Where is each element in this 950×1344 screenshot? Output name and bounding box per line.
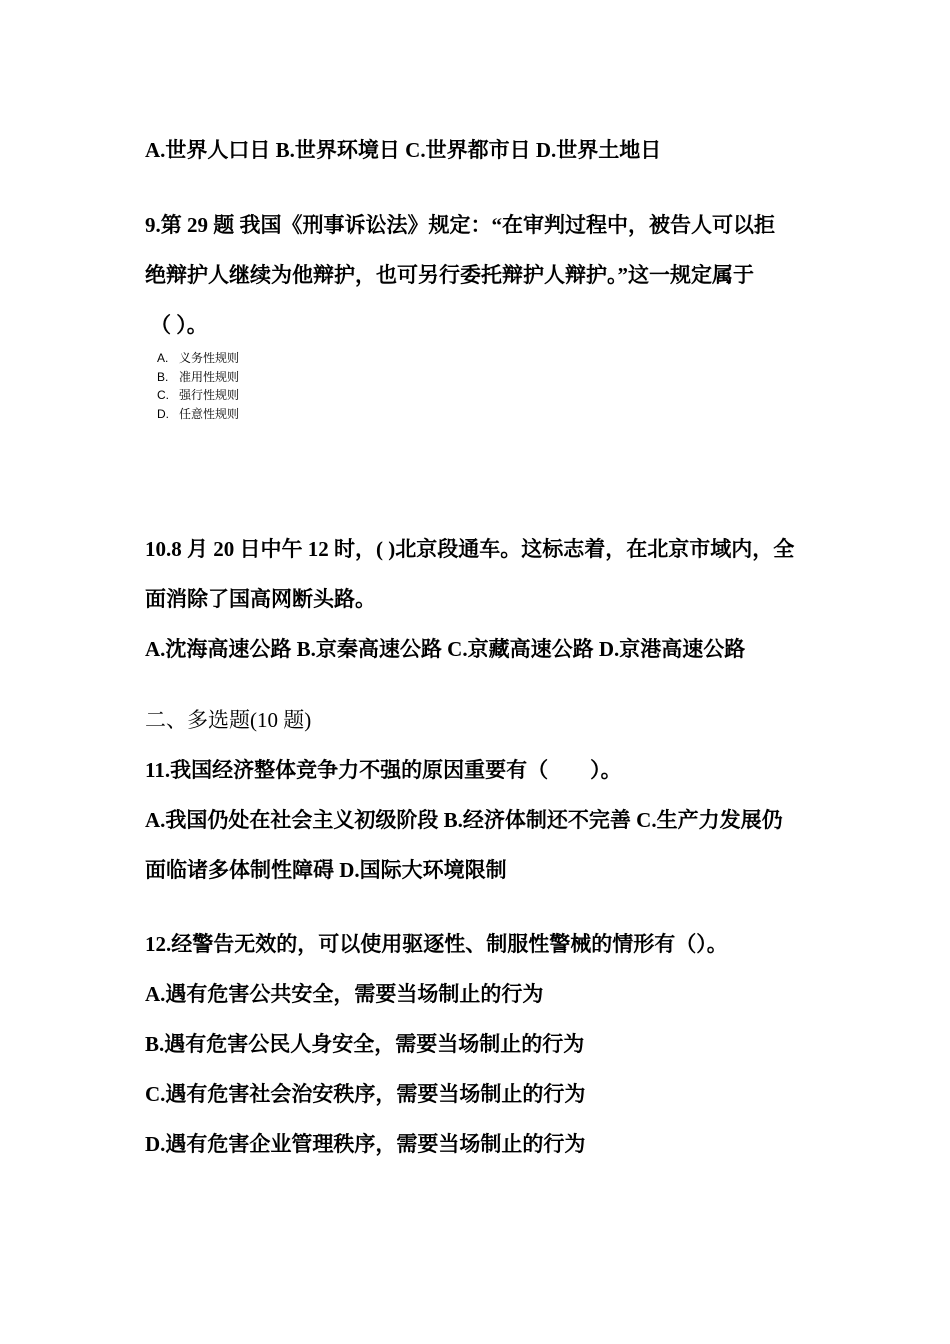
q9-stem-line2: 绝辩护人继续为他辩护，也可另行委托辩护人辩护。”这一规定属于	[145, 263, 754, 287]
q9-option-c	[157, 386, 239, 405]
q12-option-a: A.遇有危害公共安全，需要当场制止的行为	[145, 982, 544, 1006]
q9-option-c-letter: C.	[157, 388, 169, 402]
q9-option-a	[157, 349, 239, 368]
q8-options: A.世界人口日 B.世界环境日 C.世界都市日 D.世界土地日	[145, 138, 662, 162]
q9-option-a-text: 义务性规则	[179, 351, 240, 365]
q10-options: A.沈海高速公路 B.京秦高速公路 C.京藏高速公路 D.京港高速公路	[145, 637, 746, 661]
q9-option-b-text: 准用性规则	[179, 369, 240, 384]
q9-stem-line1: 9.第 29 题 我国《刑事诉讼法》规定：“在审判过程中，被告人可以拒	[145, 213, 775, 237]
q9-options-list	[157, 349, 239, 423]
q12-stem: 12.经警告无效的，可以使用驱逐性、制服性警械的情形有（）。	[145, 932, 728, 956]
q9-option-d-letter: D.	[157, 406, 169, 421]
q10-stem-line1: 10.8 月 20 日中午 12 时，( )北京段通车。这标志着，在北京市域内，全	[145, 537, 795, 561]
q12-option-b: B.遇有危害公民人身安全，需要当场制止的行为	[145, 1032, 585, 1056]
q9-option-d-text: 任意性规则	[179, 406, 240, 421]
q11-stem: 11.我国经济整体竞争力不强的原因重要有（ ）。	[145, 758, 622, 782]
q12-option-c: C.遇有危害社会治安秩序，需要当场制止的行为	[145, 1082, 586, 1106]
q9-stem-line3: （ ）。	[150, 313, 208, 337]
q11-options-line2: 面临诸多体制性障碍 D.国际大环境限制	[145, 858, 507, 882]
q12-option-d: D.遇有危害企业管理秩序，需要当场制止的行为	[145, 1132, 586, 1156]
section-heading-multi-choice: 二、多选题(10 题)	[145, 708, 312, 732]
q9-option-d	[157, 405, 239, 424]
q9-option-b-letter: B.	[157, 369, 169, 384]
q9-option-a-letter: A.	[157, 351, 169, 365]
q9-option-c-text: 强行性规则	[179, 388, 240, 402]
q10-stem-line2: 面消除了国高网断头路。	[145, 587, 376, 611]
q11-options-line1: A.我国仍处在社会主义初级阶段 B.经济体制还不完善 C.生产力发展仍	[145, 808, 783, 832]
q9-option-b	[157, 368, 239, 387]
